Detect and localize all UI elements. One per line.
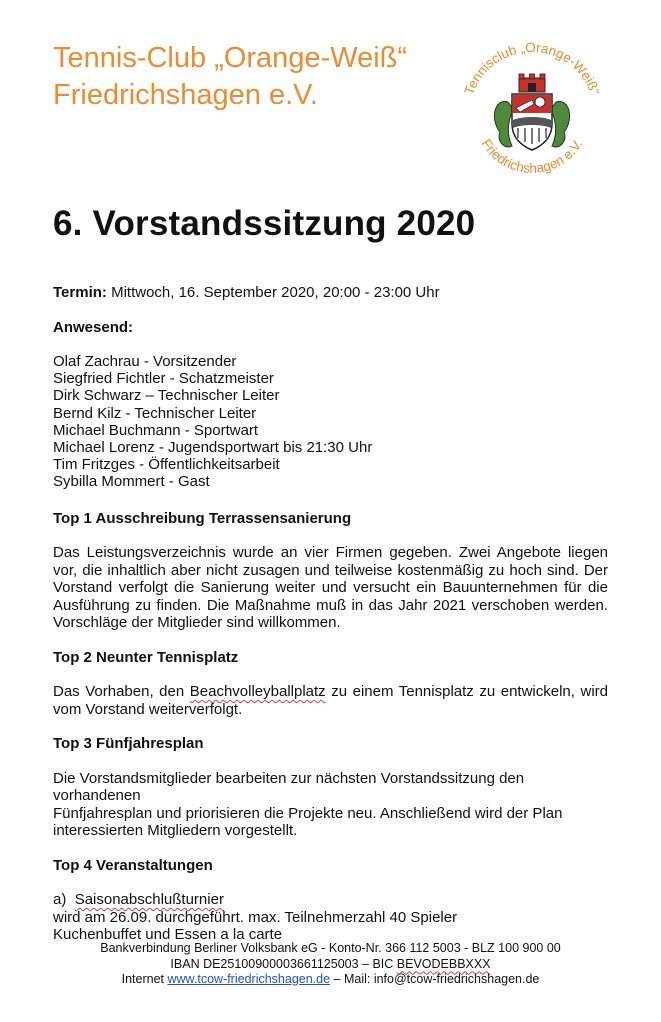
attendee-item: Sybilla Mommert - Gast — [53, 473, 210, 491]
document-title: 6. Vorstandssitzung 2020 — [53, 204, 476, 243]
top4-item-title: Saisonabschlußturnier — [74, 891, 224, 909]
logo-crest-icon — [494, 74, 569, 150]
top4-item — [53, 891, 608, 944]
website-link[interactable]: www.tcow-friedrichshagen.de — [167, 972, 331, 986]
top2-text: Das Vorhaben, den Beachvolleyballplatz zu einem Tennisplatz zu entwickeln, wird vom Vorstand weiterverfolgt. — [53, 683, 608, 718]
top3-heading: Top 3 Fünfjahresplan — [53, 735, 204, 753]
footer-iban: IBAN DE25100900003661125003 – BIC BEVODEBBXXX — [170, 956, 491, 971]
attendee-item: Michael Buchmann - Sportwart — [53, 421, 259, 439]
club-name-line2: Friedrichshagen e.V. — [53, 79, 318, 111]
footer-bank: Bankverbindung Berliner Volksbank eG - Konto-Nr. 366 112 5003 - BLZ 100 900 00 — [100, 941, 561, 955]
top1-heading: Top 1 Ausschreibung Terrassensanierung — [53, 509, 352, 527]
spellcheck-marked-word: Beachvolleyballplatz — [189, 683, 326, 701]
attendee-item: Siegfried Fichtler - Schatzmeister — [53, 370, 274, 388]
top4-heading: Top 4 Veranstaltungen — [53, 856, 213, 874]
club-logo — [456, 38, 608, 190]
logo-text-top: Tennisclub „Orange-Weiß“ — [461, 39, 603, 97]
top4-item-marker: a) — [53, 891, 67, 909]
anwesend-heading: Anwesend: — [53, 318, 134, 336]
termin-label: Termin: — [53, 284, 107, 301]
top4-line1: wird am 26.09. durchgeführt. max. Teilnehmerzahl 40 Spieler — [53, 908, 458, 926]
attendee-item: Michael Lorenz - Jugendsportwart bis 21:30 Uhr — [53, 439, 373, 457]
footer-contact: Internet www.tcow-friedrichshagen.de – Mail: info@tcow-friedrichshagen.de — [121, 972, 540, 986]
logo-text-bottom: Friedrichshagen e.V. — [478, 136, 586, 176]
attendee-item: Dirk Schwarz – Technischer Leiter — [53, 387, 280, 405]
club-name-heading — [53, 40, 407, 114]
top4-line2: Kuchenbuffet und Essen a la carte — [53, 926, 283, 944]
termin-value: Mittwoch, 16. September 2020, 20:00 - 23:00 Uhr — [111, 284, 440, 301]
attendee-list — [53, 353, 608, 491]
top3-text: Die Vorstandsmitglieder bearbeiten zur nächsten Vorstandssitzung den vorhandenen Fünfjahresplan und priorisieren die Projekte neu. Anschließend wird der Plan interessierten Mitgliedern vorgestellt. — [53, 769, 563, 840]
top1-text: Das Leistungsverzeichnis wurde an vier Firmen gegeben. Zwei Angebote liegen vor, die inhaltlich aber nicht zusagen und teilweise kostenmäßig zu hoch sind. Der Vorstand verfolgt die Sanierung weiter und versucht ein Bauunternehmen für die Ausführung zu finden. Die Maßnahme muß in das Jahr 2021 verschoben werden. Vorschläge der Mitglieder sind willkommen. — [53, 544, 608, 632]
attendee-item: Tim Fritzges - Öffentlichkeitsarbeit — [53, 456, 280, 474]
attendee-item: Bernd Kilz - Technischer Leiter — [53, 404, 257, 422]
top2-heading: Top 2 Neunter Tennisplatz — [53, 648, 239, 666]
footer — [0, 941, 661, 988]
termin-line — [53, 284, 608, 302]
footer-bic: BEVODEBBXXX — [396, 956, 491, 971]
attendee-item: Olaf Zachrau - Vorsitzender — [53, 353, 237, 370]
minutes-body — [53, 284, 608, 944]
club-name-line1: Tennis-Club „Orange-Weiß“ — [53, 42, 408, 74]
